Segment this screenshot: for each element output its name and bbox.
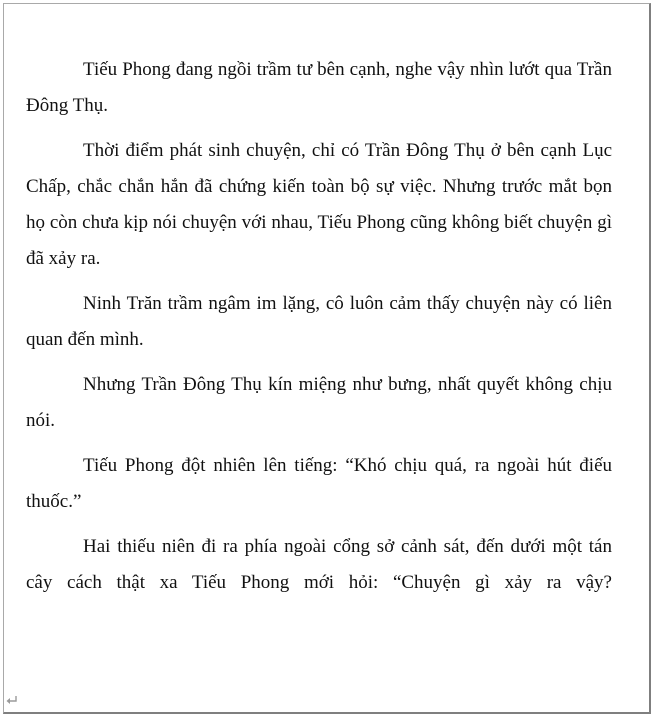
paragraph-2: Thời điểm phát sinh chuyện, chỉ có Trần Đông Thụ ở bên cạnh Lục Chấp, chắc chắn hắn đã chứng kiến toàn bộ sự việc. Nhưng trước mắt bọn họ còn chưa kịp nói chuyện với nhau, Tiếu Phong cũng không biết chuyện gì đã xảy ra. (26, 140, 612, 269)
document-body[interactable] (26, 52, 612, 610)
paragraph-5: Tiếu Phong đột nhiên lên tiếng: “Khó chịu quá, ra ngoài hút điếu thuốc.” (26, 455, 612, 512)
paragraph-1: Tiếu Phong đang ngồi trầm tư bên cạnh, nghe vậy nhìn lướt qua Trần Đông Thụ. (26, 59, 612, 116)
document-page (3, 3, 651, 714)
paragraph-3: Ninh Trăn trầm ngâm im lặng, cô luôn cảm thấy chuyện này có liên quan đến mình. (26, 293, 612, 350)
paragraph-6: Hai thiếu niên đi ra phía ngoài cổng sở cảnh sát, đến dưới một tán cây cách thật xa Tiếu Phong mới hỏi: “Chuyện gì xảy ra vậy? (26, 536, 612, 593)
paragraph-return-arrow-icon (4, 695, 18, 707)
paragraph-4: Nhưng Trần Đông Thụ kín miệng như bưng, nhất quyết không chịu nói. (26, 374, 612, 431)
